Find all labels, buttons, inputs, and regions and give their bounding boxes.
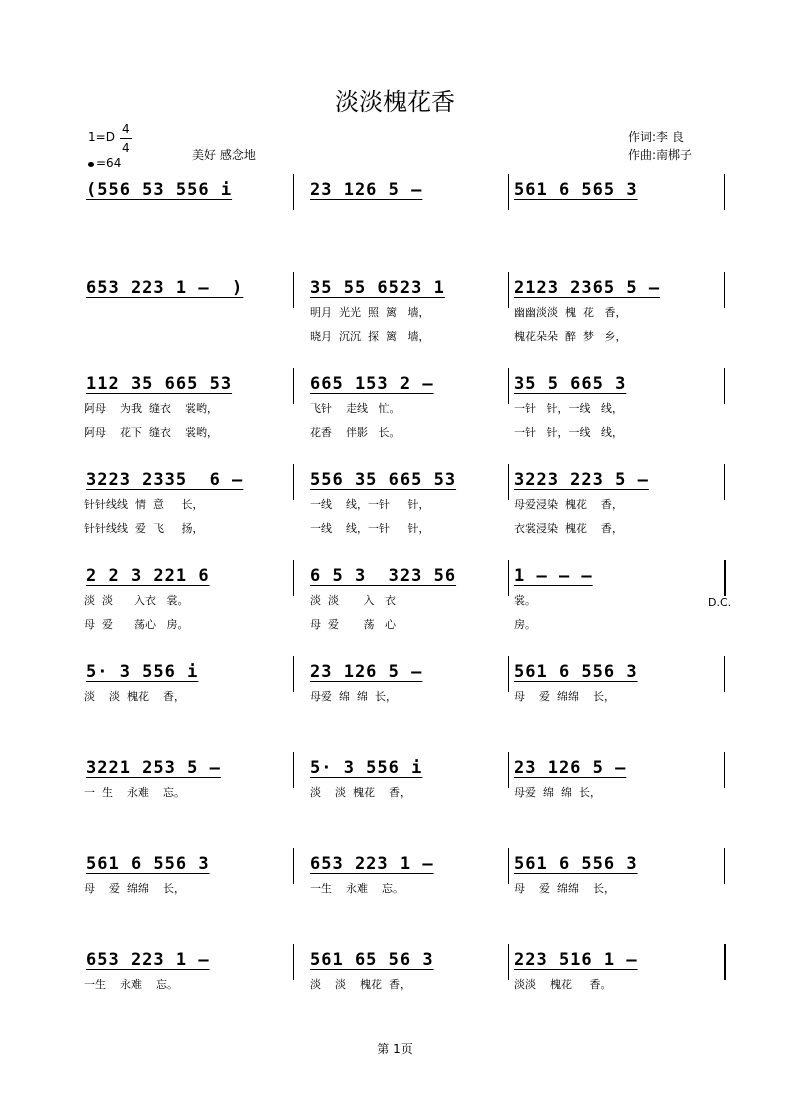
measure: 3223 2335 6 – <box>86 470 244 490</box>
bar-line <box>508 368 509 404</box>
measure: 561 6 556 3 <box>86 854 210 874</box>
lyric-line: 一针 针，一线 线， <box>514 426 623 439</box>
bar-line <box>724 944 726 980</box>
bar-line <box>508 464 509 500</box>
measure: 561 6 565 3 <box>514 180 638 200</box>
lyric-line: 一针 针，一线 线， <box>514 402 623 415</box>
bar-line <box>293 752 294 788</box>
lyric-line: 母 爱 绵绵 长， <box>84 882 185 895</box>
da-capo-mark: D.C. <box>708 596 732 609</box>
lyric-line: 淡 淡 入衣 裳。 <box>84 594 189 607</box>
lyric-line: 母 爱 荡心 房。 <box>84 618 189 631</box>
lyric-line: 母爱 绵 绵 长， <box>514 786 601 799</box>
score-row <box>0 374 790 464</box>
lyricist: 作词:李 良 <box>628 130 684 144</box>
lyric-line: 阿母 花下 缝衣 裳哟， <box>84 426 218 439</box>
bar-line <box>293 464 294 500</box>
measure: 23 126 5 – <box>310 180 423 200</box>
lyric-line: 飞针 走线 忙。 <box>310 402 401 415</box>
bar-line <box>724 560 726 596</box>
measure: 5· 3 556 i <box>86 662 199 682</box>
lyric-line: 一生 永难 忘。 <box>84 978 178 991</box>
score-row <box>0 758 790 848</box>
measure: 223 516 1 – <box>514 950 638 970</box>
measure: 23 126 5 – <box>514 758 627 778</box>
time-sig-bottom: 4 <box>122 141 130 155</box>
bar-line <box>724 848 725 884</box>
note-icon <box>88 162 94 167</box>
lyric-line: 母爱浸染 槐花 香， <box>514 498 623 511</box>
measure: 665 153 2 – <box>310 374 434 394</box>
bar-line <box>508 560 509 596</box>
bar-line <box>724 752 725 788</box>
measure: 35 55 6523 1 <box>310 278 445 298</box>
page-title: 淡淡槐花香 <box>335 88 455 116</box>
bar-line <box>293 848 294 884</box>
lyric-line: 一线 线，一针 针， <box>310 498 430 511</box>
lyric-line: 淡淡 槐花 香。 <box>514 978 612 991</box>
lyric-line: 针针线线 情 意 长， <box>84 498 204 511</box>
bar-line <box>293 272 294 308</box>
expression-mark: 美好 感念地 <box>192 148 256 162</box>
bar-line <box>724 368 725 404</box>
lyric-line: 一线 线，一针 针， <box>310 522 430 535</box>
measure: 112 35 665 53 <box>86 374 233 394</box>
bar-line <box>293 560 294 596</box>
bar-line <box>293 944 294 980</box>
lyric-line: 阿母 为我 缝衣 裳哟， <box>84 402 218 415</box>
lyric-line: 母 爱 绵绵 长， <box>514 690 615 703</box>
lyric-line: 母 爱 荡 心 <box>310 618 396 631</box>
bar-line <box>293 656 294 692</box>
measure: 1 – – – <box>514 566 593 586</box>
score-row <box>0 854 790 944</box>
lyric-line: 一生 永难 忘。 <box>310 882 404 895</box>
measure: 2 2 3 221 6 <box>86 566 210 586</box>
lyric-line: 淡 淡 槐花 香， <box>84 690 185 703</box>
bar-line <box>724 464 725 500</box>
measure: (556 53 556 i <box>86 180 233 200</box>
bar-line <box>293 174 294 210</box>
measure: 23 126 5 – <box>310 662 423 682</box>
bar-line <box>508 656 509 692</box>
measure: 2123 2365 5 – <box>514 278 661 298</box>
lyric-line: 针针线线 爱 飞 扬， <box>84 522 204 535</box>
lyric-line: 裳。 <box>514 594 536 607</box>
bar-line <box>508 272 509 308</box>
measure: 561 6 556 3 <box>514 662 638 682</box>
measure: 653 223 1 – ) <box>86 278 244 298</box>
lyric-line: 幽幽淡淡 槐 花 香， <box>514 306 627 319</box>
measure: 6 5 3 323 56 <box>310 566 457 586</box>
bar-line <box>724 272 725 308</box>
lyric-line: 淡 淡 槐花 香， <box>310 786 411 799</box>
bar-line <box>293 368 294 404</box>
page-number: 第 1页 <box>377 1042 413 1056</box>
tempo-mark: =64 <box>88 156 121 170</box>
lyric-line: 槐花朵朵 醉 梦 乡， <box>514 330 627 343</box>
bar-line <box>508 174 509 210</box>
time-signature <box>120 120 132 157</box>
score-row <box>0 662 790 752</box>
score-row <box>0 950 790 1040</box>
lyric-line: 花香 伴影 长。 <box>310 426 401 439</box>
measure: 35 5 665 3 <box>514 374 627 394</box>
measure: 561 6 556 3 <box>514 854 638 874</box>
lyric-line: 母爱 绵 绵 长， <box>310 690 397 703</box>
composer: 作曲:南梆子 <box>628 148 693 162</box>
measure: 3221 253 5 – <box>86 758 221 778</box>
score-row <box>0 180 790 270</box>
lyric-line: 晓月 沉沉 探 篱 墙， <box>310 330 430 343</box>
lyric-line: 母 爱 绵绵 长， <box>514 882 615 895</box>
key-signature: 1=D <box>88 130 115 144</box>
measure: 5· 3 556 i <box>310 758 423 778</box>
bar-line <box>508 752 509 788</box>
bar-line <box>508 944 509 980</box>
bar-line <box>724 656 725 692</box>
score-row <box>0 566 790 656</box>
measure: 653 223 1 – <box>310 854 434 874</box>
score-row <box>0 278 790 368</box>
bar-line <box>724 174 725 210</box>
lyric-line: 淡 淡 槐花 香， <box>310 978 411 991</box>
measure: 561 65 56 3 <box>310 950 434 970</box>
lyric-line: 房。 <box>514 618 536 631</box>
measure: 653 223 1 – <box>86 950 210 970</box>
measure: 556 35 665 53 <box>310 470 457 490</box>
lyric-line: 衣裳浸染 槐花 香， <box>514 522 623 535</box>
score-row <box>0 470 790 560</box>
lyric-line: 一 生 永难 忘。 <box>84 786 185 799</box>
lyric-line: 明月 光光 照 篱 墙， <box>310 306 430 319</box>
measure: 3223 223 5 – <box>514 470 649 490</box>
time-sig-top: 4 <box>120 120 132 139</box>
bar-line <box>508 848 509 884</box>
lyric-line: 淡 淡 入 衣 <box>310 594 396 607</box>
